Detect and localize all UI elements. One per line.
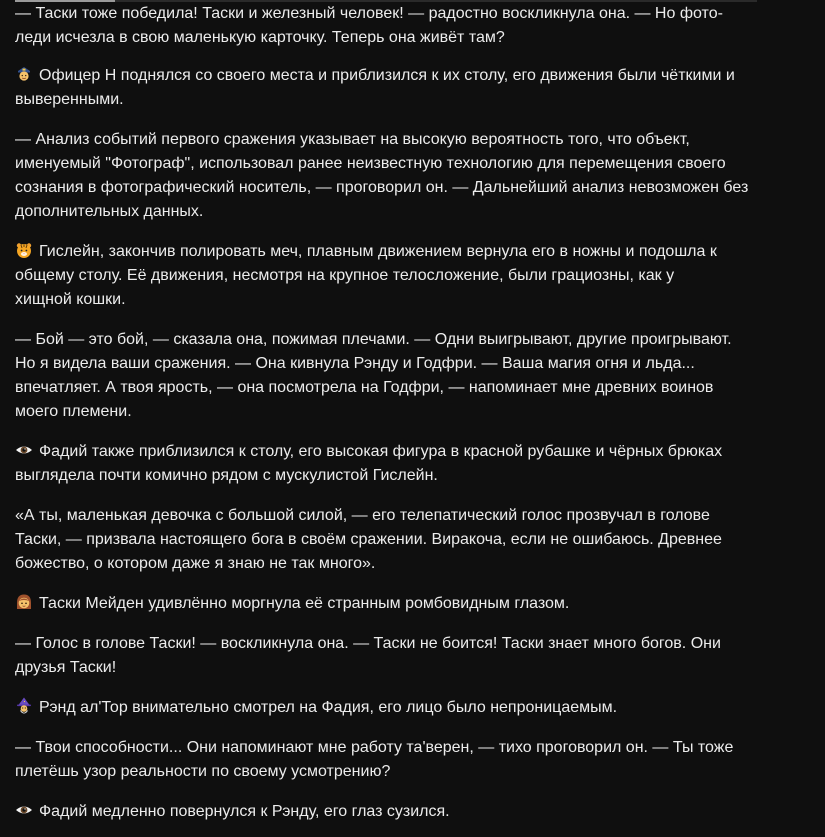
paragraph-text: «А ты, маленькая девочка с большой силой, — его телепатический голос прозвучал в голове Таски, — призвала настоящего бога в своём сражении. Виракоча, если не ошибаюсь. Древнее божество, о котором даже я знаю не так много».: [15, 507, 722, 572]
paragraph-text: Фадий медленно повернулся к Рэнду, его глаз сузился.: [39, 803, 450, 820]
wizard-icon: [15, 697, 33, 715]
police-officer-icon: [15, 65, 33, 83]
paragraph: [15, 736, 750, 784]
paragraph-text: — Голос в голове Таски! — воскликнула она. — Таски не боится! Таски знает много богов. Они друзья Таски!: [15, 635, 721, 676]
paragraph: [15, 128, 750, 224]
paragraph: [15, 328, 750, 424]
paragraph: [15, 64, 755, 112]
paragraph-text: Рэнд ал'Тор внимательно смотрел на Фадия, его лицо было непроницаемым.: [39, 699, 618, 716]
paragraph: [15, 592, 755, 616]
paragraph: [15, 696, 755, 720]
paragraph: [15, 440, 760, 488]
paragraph-text: Таски Мейден удивлённо моргнула её странным ромбовидным глазом.: [39, 595, 570, 612]
paragraph: [15, 504, 745, 576]
paragraph-text: Гислейн, закончив полировать меч, плавным движением вернула его в ножны и подошла к общему столу. Её движения, несмотря на крупное телосложение, были грациозны, как у хищной кошки.: [15, 243, 717, 308]
paragraph: [15, 800, 755, 824]
eye-icon: [15, 441, 33, 459]
paragraph-text: — Таски тоже победила! Таски и железный человек! — радостно воскликнула она. — Но фото-леди исчезла в свою маленькую карточку. Теперь она живёт там?: [15, 5, 723, 46]
paragraph: [15, 240, 720, 312]
paragraph: [15, 632, 745, 680]
paragraph-text: Фадий также приблизился к столу, его высокая фигура в красной рубашке и чёрных брюках выглядела почти комично рядом с мускулистой Гислейн.: [15, 443, 723, 484]
eye-icon: [15, 801, 33, 819]
girl-face-icon: [15, 593, 33, 611]
paragraph-text: Офицер Н поднялся со своего места и приблизился к их столу, его движения были чёткими и выверенными.: [15, 67, 735, 108]
paragraph-text: — Твои способности... Они напоминают мне работу та'верен, — тихо проговорил он. — Ты тоже плетёшь узор реальности по своему усмотрению?: [15, 739, 734, 780]
paragraph-text: — Анализ событий первого сражения указывает на высокую вероятность того, что объект, именуемый "Фотограф", использовал ранее неизвестную технологию для перемещения своего сознания в фотографический носитель, — проговорил он. — Дальнейший анализ невозможен без дополнительных данных.: [15, 131, 749, 220]
tiger-face-icon: [15, 241, 33, 259]
paragraph: [15, 2, 745, 50]
paragraph-text: — Бой — это бой, — сказала она, пожимая плечами. — Одни выигрывают, другие проигрывают. Но я видела ваши сражения. — Она кивнула Рэнду и Годфри. — Ваша магия огня и льда... впечатляет. А твоя ярость, — она посмотрела на Годфри, — напоминает мне древних воинов моего племени.: [15, 331, 732, 420]
